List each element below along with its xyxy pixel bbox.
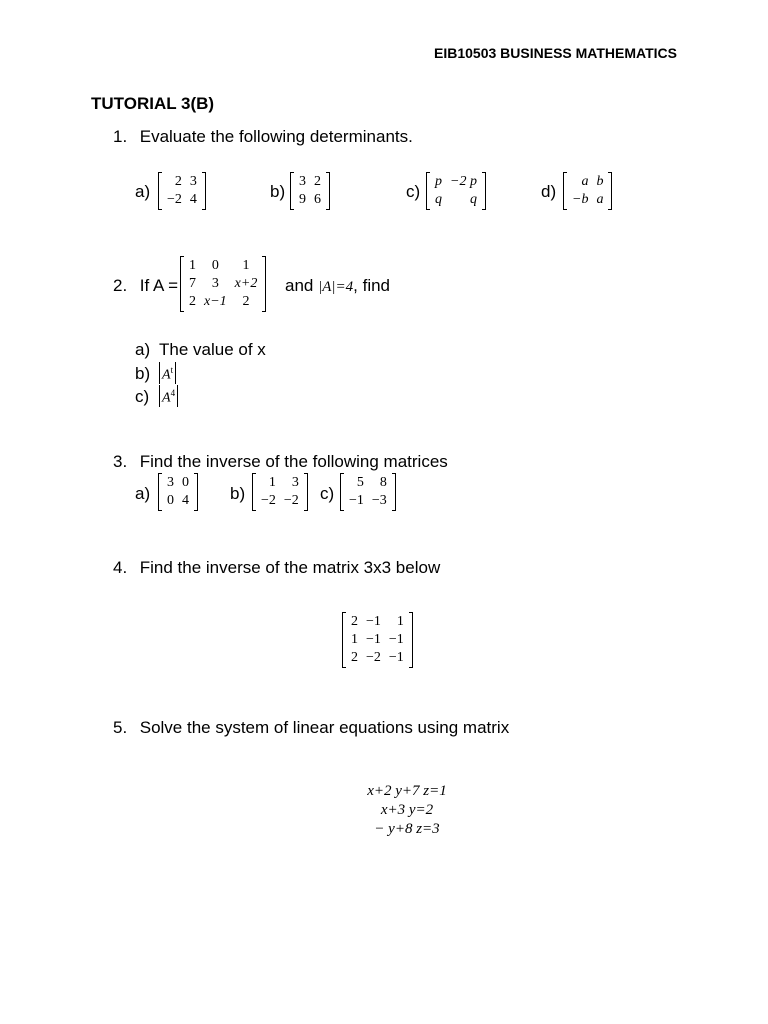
and-text: and xyxy=(285,276,314,295)
matrix-cell: a xyxy=(596,192,604,207)
determinant-matrix xyxy=(158,172,206,210)
matrix-cell: −1 xyxy=(366,614,381,629)
matrix-cell: −2 p xyxy=(450,174,477,189)
matrix-cell: 4 xyxy=(189,192,197,207)
matrix-cell: 2 xyxy=(351,614,358,629)
matrix-cell: 5 xyxy=(356,475,364,490)
matrix-cell: 2 xyxy=(174,174,182,189)
matrix-cell: x−1 xyxy=(204,294,227,309)
question-number: 2. xyxy=(113,276,128,295)
part-label: c) xyxy=(406,182,421,201)
question-number: 4. xyxy=(113,558,128,577)
equation-2: x+3 y=2 xyxy=(380,802,434,818)
matrix-cell: −b xyxy=(572,192,589,207)
part-text: The value of x xyxy=(159,340,266,359)
matrix-cell: 1 xyxy=(242,258,250,273)
matrix-cell: q xyxy=(435,192,442,207)
part-label: c) xyxy=(135,386,150,406)
question-2-condition xyxy=(285,276,390,296)
matrix-cell: q xyxy=(469,192,477,207)
matrix-cell: −1 xyxy=(349,493,364,508)
part-label: b) xyxy=(135,363,151,383)
matrix-cell: 1 xyxy=(351,632,358,647)
question-2 xyxy=(113,276,178,296)
question-number: 1. xyxy=(113,127,128,146)
matrix-cell: 3 xyxy=(211,276,219,291)
matrix-cell: 0 xyxy=(167,493,174,508)
part-label: a) xyxy=(135,484,151,503)
matrix-cell: 2 xyxy=(351,650,358,665)
question-text: Evaluate the following determinants. xyxy=(139,127,413,146)
matrix-cell: −1 xyxy=(388,632,404,647)
question-1 xyxy=(113,127,413,147)
matrix-cell: 1 xyxy=(268,475,276,490)
course-header: EIB10503 BUSINESS MATHEMATICS xyxy=(434,45,677,61)
inverse-matrix xyxy=(340,473,396,511)
matrix-cell: a xyxy=(581,174,589,189)
matrix-cell: −2 xyxy=(283,493,299,508)
matrix-cell: 3 xyxy=(291,475,299,490)
matrix-cell: 7 xyxy=(189,276,196,291)
determinant-matrix xyxy=(290,172,330,210)
matrix-cell: 1 xyxy=(396,614,404,629)
part-label: a) xyxy=(135,182,151,201)
question-number: 5. xyxy=(113,718,128,737)
matrix-cell: 1 xyxy=(189,258,196,273)
question-number: 3. xyxy=(113,452,128,471)
matrix-cell: 0 xyxy=(211,258,219,273)
question-4 xyxy=(113,558,440,578)
q2-part-a xyxy=(135,340,266,360)
question-prefix: If A = xyxy=(139,276,179,295)
equation-3: − y+8 z=3 xyxy=(374,821,440,837)
question-text: Find the inverse of the following matrices xyxy=(139,452,448,471)
part-label: b) xyxy=(230,484,246,503)
matrix-cell: −2 xyxy=(366,650,381,665)
matrix-cell: −1 xyxy=(388,650,404,665)
part-label: d) xyxy=(541,182,557,201)
part-label: c) xyxy=(320,484,335,503)
q2-part-c xyxy=(135,385,178,407)
matrix-cell: 9 xyxy=(299,192,306,207)
matrix-cell: −1 xyxy=(366,632,381,647)
question-5 xyxy=(113,718,509,738)
matrix-cell: 8 xyxy=(379,475,387,490)
matrix-cell: 3 xyxy=(189,174,197,189)
inverse-matrix xyxy=(252,473,308,511)
linear-equations xyxy=(334,782,480,839)
matrix-cell: 6 xyxy=(314,192,321,207)
matrix-cell: 0 xyxy=(182,475,189,490)
tutorial-title: TUTORIAL 3(B) xyxy=(91,94,215,113)
matrix-cell: 2 xyxy=(314,174,321,189)
matrix-A xyxy=(180,256,266,312)
determinant-condition: |A|=4 xyxy=(318,279,354,295)
matrix-cell: 2 xyxy=(242,294,250,309)
matrix-cell: x+2 xyxy=(234,276,258,291)
matrix-cell: b xyxy=(596,174,604,189)
question-text: Solve the system of linear equations using matrix xyxy=(139,718,510,737)
matrix-3x3 xyxy=(342,612,413,668)
matrix-cell: 4 xyxy=(182,493,189,508)
matrix-cell: −2 xyxy=(261,493,276,508)
matrix-cell: −2 xyxy=(167,192,182,207)
matrix-cell: −3 xyxy=(371,493,387,508)
question-3 xyxy=(113,452,448,472)
determinant-matrix xyxy=(563,172,612,210)
q2-part-b xyxy=(135,362,176,384)
matrix-cell: 3 xyxy=(167,475,174,490)
matrix-cell: 3 xyxy=(299,174,306,189)
part-label: b) xyxy=(270,182,286,201)
equation-1: x+2 y+7 z=1 xyxy=(367,783,447,799)
transpose-determinant: $A^t$ xyxy=(159,362,176,384)
question-text: Find the inverse of the matrix 3x3 below xyxy=(139,558,441,577)
matrix-cell: p xyxy=(435,174,442,189)
determinant-matrix xyxy=(426,172,486,210)
inverse-matrix xyxy=(158,473,198,511)
part-label: a) xyxy=(135,340,151,359)
find-text: , find xyxy=(353,276,391,295)
power-determinant: $A^4$ xyxy=(159,385,178,407)
matrix-cell: 2 xyxy=(189,294,196,309)
